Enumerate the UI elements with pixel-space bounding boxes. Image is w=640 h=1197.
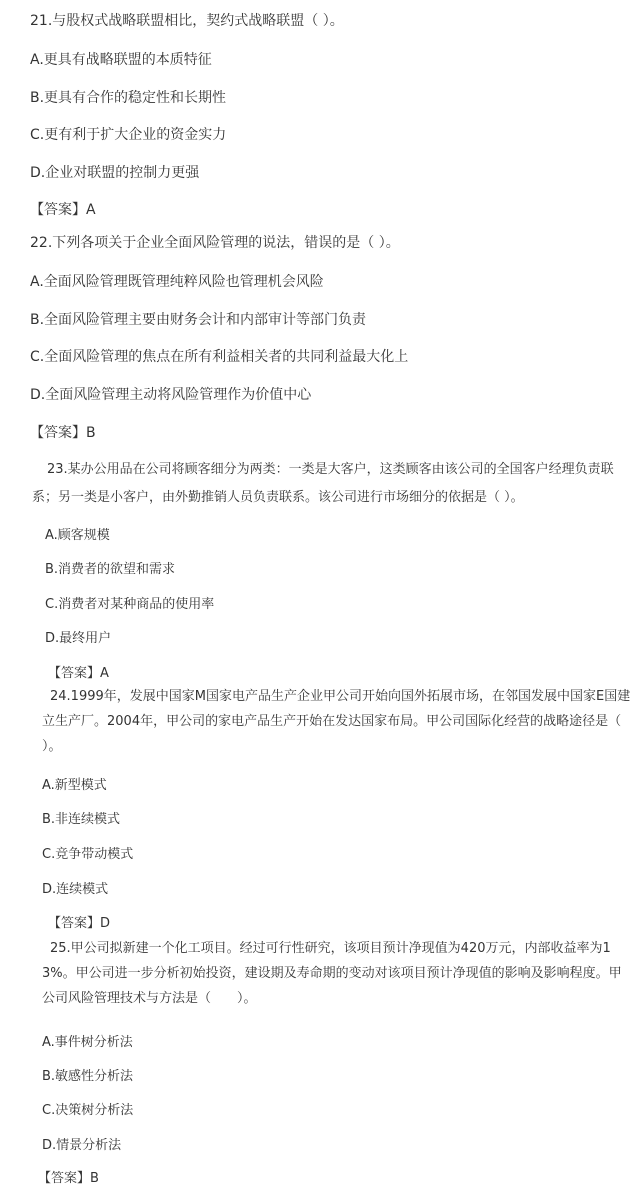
answer-line [38,1167,99,1186]
option-c: C.全面风险管理的焦点在所有利益相关者的共同利益最大化上 [30,349,409,365]
answer-value: B [90,1171,99,1186]
answer-line [30,422,96,442]
option-c: C.消费者对某种商品的使用率 [45,597,215,612]
answer-line [48,662,109,681]
option-b: B.消费者的欲望和需求 [45,562,176,577]
question-stem: 24.1999年，发展中国家M国家电产品生产企业甲公司开始向国外拓展市场，在邻国发展中国家E国建立生产厂。2004年，甲公司的家电产品生产开始在发达国家布局。甲公司国际化经营的战略途径是（ ）。 [42,689,631,754]
option-d: D.全面风险管理主动将风险管理作为价值中心 [30,387,312,403]
option-b: B.全面风险管理主要由财务会计和内部审计等部门负责 [30,312,367,328]
answer-line [30,199,96,219]
answer-value: D [100,916,111,931]
option-a: A.事件树分析法 [42,1035,133,1050]
answer-label: 【答案】 [48,666,101,681]
option-d: D.最终用户 [45,631,112,646]
option-a: A.新型模式 [42,778,107,793]
answer-label: 【答案】 [38,1171,91,1186]
option-b: B.非连续模式 [42,812,121,827]
answer-line [48,912,110,931]
option-c: C.更有利于扩大企业的资金实力 [30,127,227,143]
question-stem: 23.某办公用品在公司将顾客细分为两类：一类是大客户，这类顾客由该公司的全国客户经理负责联系；另一类是小客户，由外勤推销人员负责联系。该公司进行市场细分的依据是（ ）。 [32,462,614,505]
option-b: B.敏感性分析法 [42,1069,134,1084]
answer-value: B [86,425,96,441]
option-d: D.企业对联盟的控制力更强 [30,165,200,181]
answer-value: A [86,202,96,218]
question-stem: 22.下列各项关于企业全面风险管理的说法，错误的是（ ）。 [30,235,400,251]
option-a: A.顾客规模 [45,528,110,543]
question-stem: 21.与股权式战略联盟相比，契约式战略联盟（ ）。 [30,13,344,29]
answer-label: 【答案】 [30,202,86,218]
answer-value: A [100,666,109,681]
option-c: C.竞争带动模式 [42,847,134,862]
option-a: A.更具有战略联盟的本质特征 [30,52,212,68]
option-c: C.决策树分析法 [42,1103,134,1118]
answer-label: 【答案】 [48,916,101,931]
option-d: D.情景分析法 [42,1138,122,1153]
option-d: D.连续模式 [42,882,109,897]
option-a: A.全面风险管理既管理纯粹风险也管理机会风险 [30,274,324,290]
option-b: B.更具有合作的稳定性和长期性 [30,90,227,106]
answer-label: 【答案】 [30,425,86,441]
question-stem: 25.甲公司拟新建一个化工项目。经过可行性研究，该项目预计净现值为420万元，内部收益率为13%。甲公司进一步分析初始投资，建设期及寿命期的变动对该项目预计净现值的影响及影响程度。甲公司风险管理技术与方法是（ ）。 [42,941,622,1006]
